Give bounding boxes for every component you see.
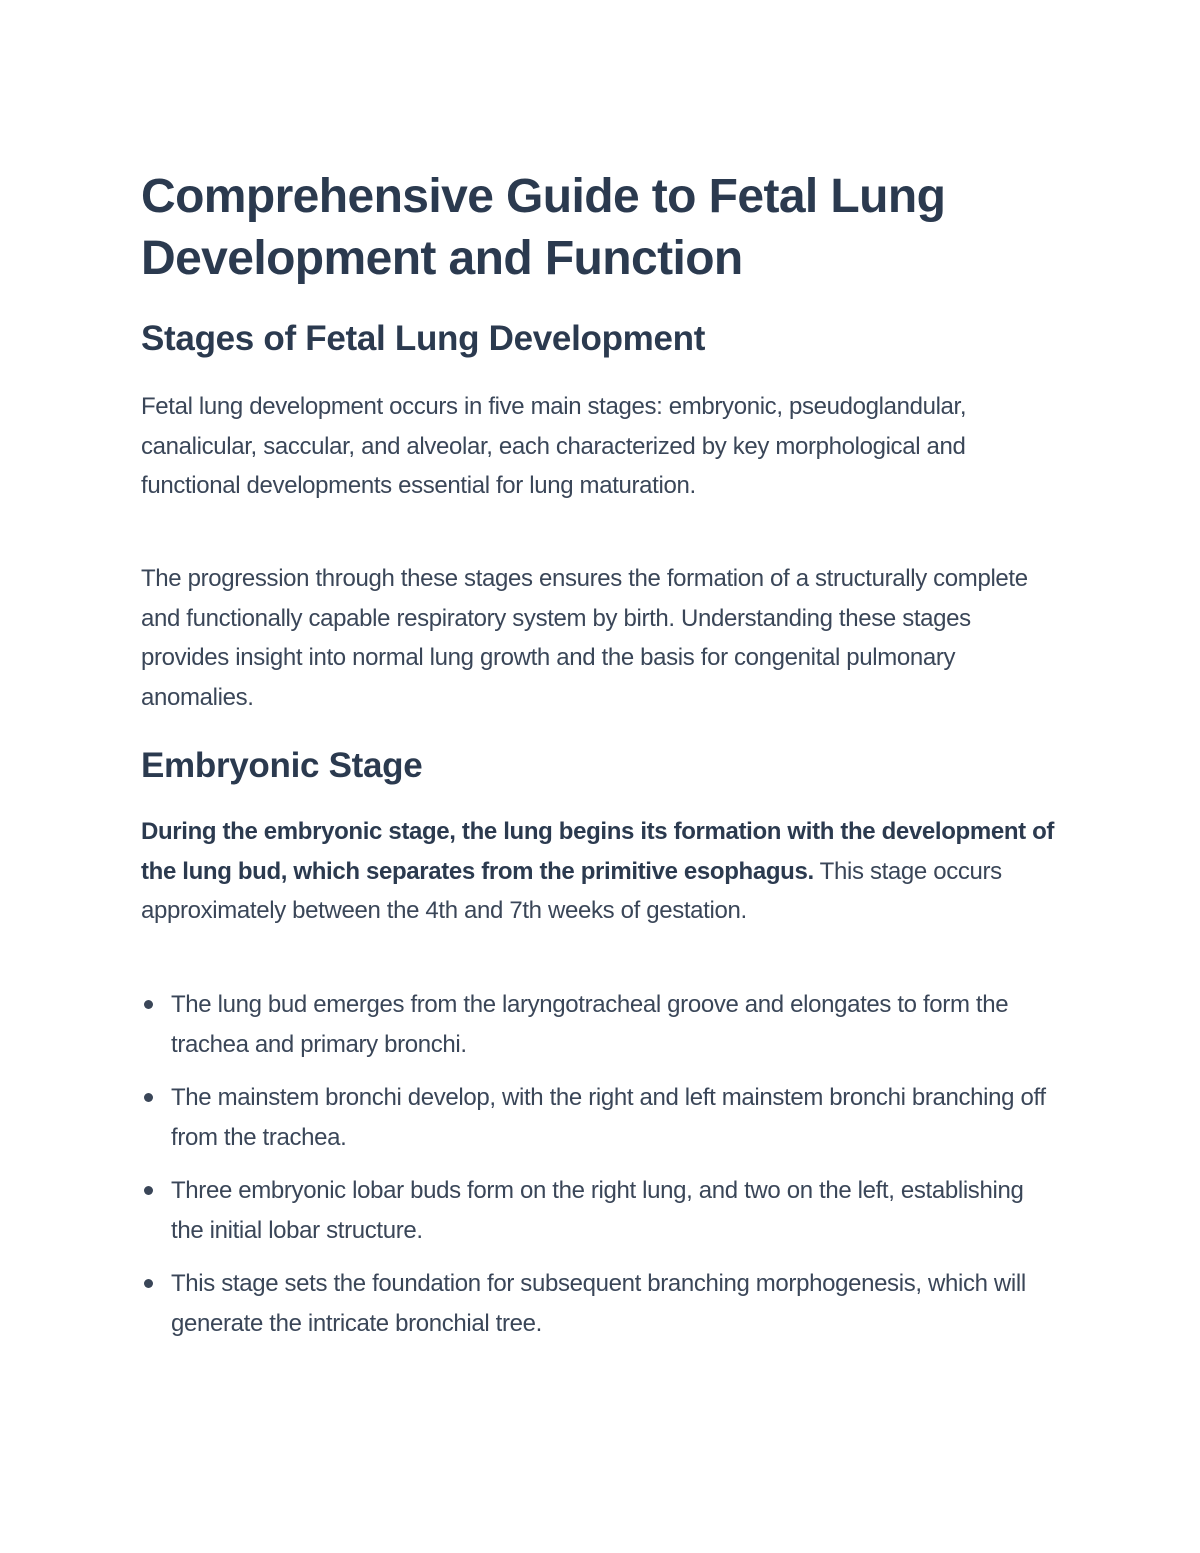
section-heading-embryonic: Embryonic Stage [141, 746, 423, 785]
list-item [141, 1264, 1061, 1343]
page-title: Comprehensive Guide to Fetal Lung Development and Function [141, 170, 946, 285]
paragraph-stages-overview: Fetal lung development occurs in five main stages: embryonic, pseudoglandular, canalicular, saccular, and alveolar, each characterized by key morphological and functional developments essential for lung maturation. [141, 393, 967, 499]
embryonic-intro-bold: During the embryonic stage, the lung begins its formation with the development of the lung bud, which separates from the primitive esophagus. [141, 818, 1055, 885]
list-item-text: Three embryonic lobar buds form on the right lung, and two on the left, establishing the initial lobar structure. [171, 1177, 1024, 1244]
bullet-dot-icon [144, 1186, 153, 1195]
section-heading-stages: Stages of Fetal Lung Development [141, 319, 706, 358]
bullet-dot-icon [144, 1093, 153, 1102]
list-item [141, 985, 1061, 1064]
embryonic-bullet-list [141, 985, 1061, 1357]
paragraph-embryonic-intro [141, 812, 1056, 931]
list-item-text: This stage sets the foundation for subsequent branching morphogenesis, which will generate the intricate bronchial tree. [171, 1270, 1026, 1337]
list-item-text: The lung bud emerges from the laryngotracheal groove and elongates to form the trachea and primary bronchi. [171, 991, 1009, 1058]
list-item-text: The mainstem bronchi develop, with the right and left mainstem bronchi branching off from the trachea. [171, 1084, 1046, 1151]
paragraph-stages-progression: The progression through these stages ensures the formation of a structurally complete and functionally capable respiratory system by birth. Understanding these stages provides insight into normal lung growth and the basis for congenital pulmonary anomalies. [141, 565, 1028, 711]
list-item [141, 1171, 1061, 1250]
embryonic-intro-rest: This stage occurs approximately between the 4th and 7th weeks of gestation. [141, 857, 1002, 924]
list-item [141, 1078, 1061, 1157]
bullet-dot-icon [144, 1000, 153, 1009]
bullet-dot-icon [144, 1279, 153, 1288]
